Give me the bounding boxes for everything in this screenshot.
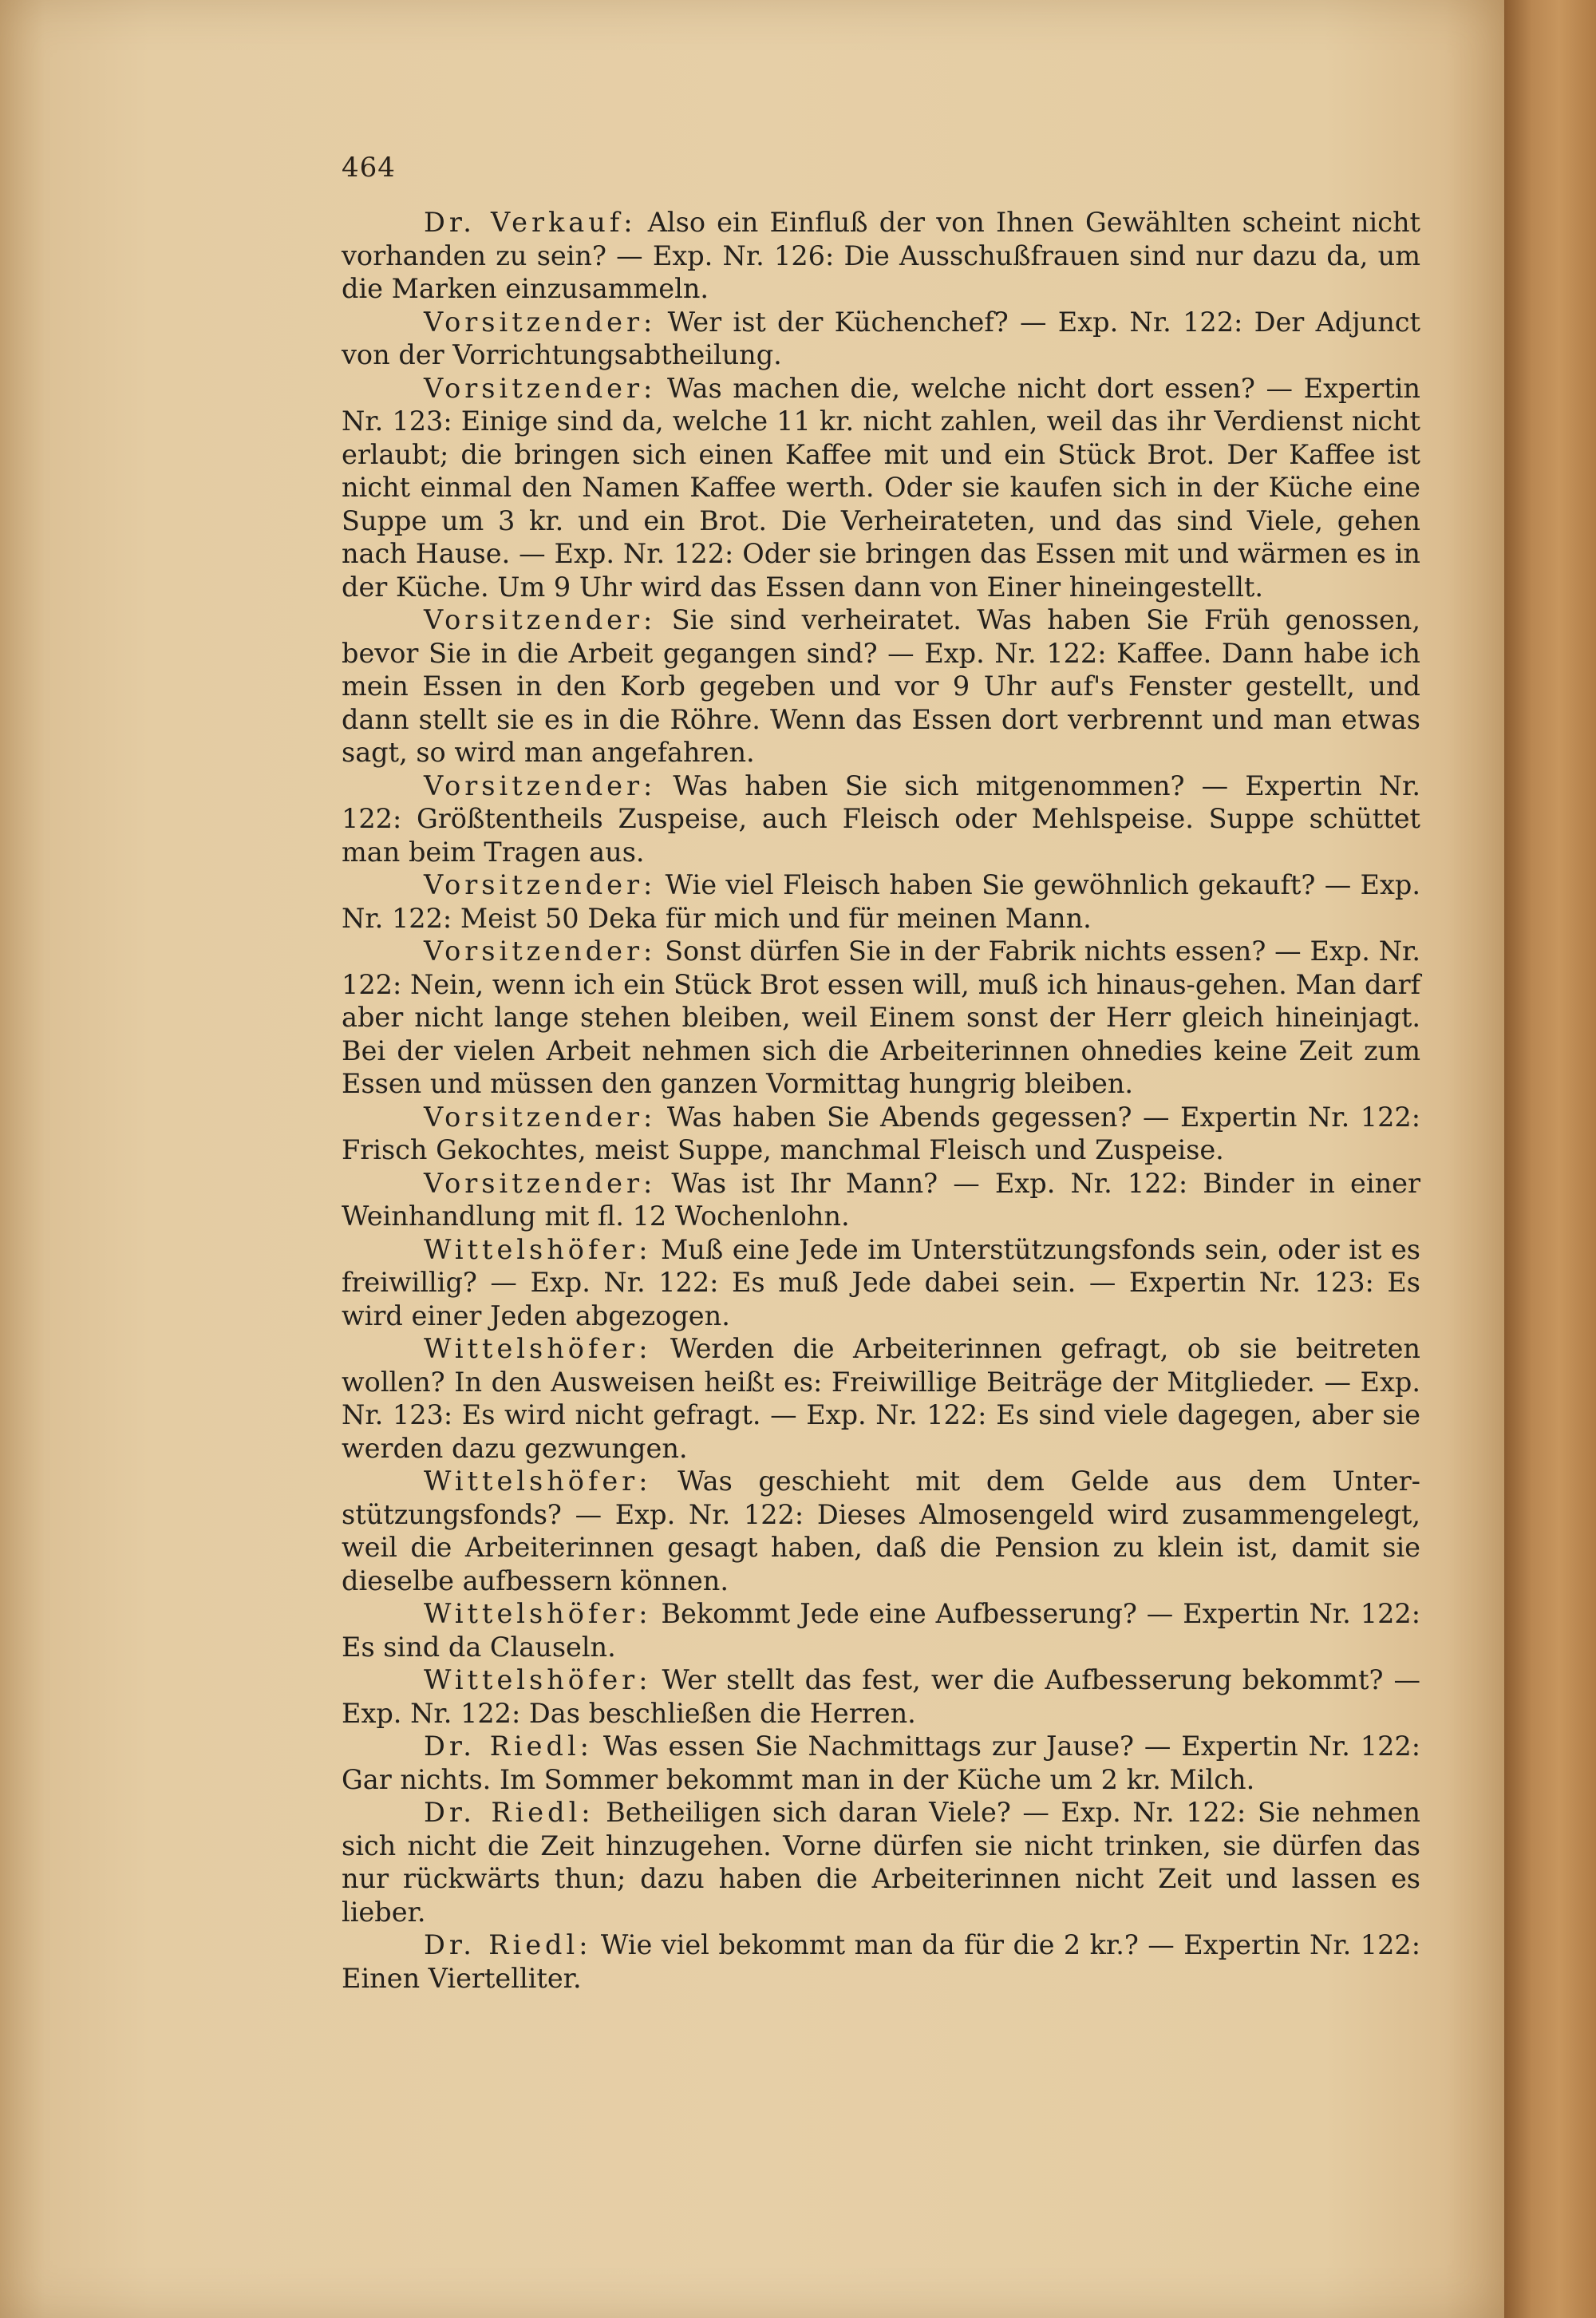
- paragraph: [342, 372, 1420, 604]
- page-number: 464: [342, 152, 396, 184]
- speaker-label: Vorsitzender:: [424, 869, 657, 900]
- speaker-label: Vorsitzender:: [424, 306, 657, 338]
- paragraph: [342, 935, 1420, 1101]
- paragraph-text: Sonst dürfen Sie in der Fabrik nichts essen? — Exp. Nr. 122: Nein, wenn ich ein Stück Brot essen will, muß ich hinaus-gehen. Man darf aber nicht lange stehen bleiben, weil Einem sonst der Herr gleich hineinjagt. Bei der vielen Arbeit nehmen sich die Arbeiterinnen ohnedies keine Zeit zum Essen und müssen den ganzen Vormittag hungrig bleiben.: [342, 936, 1420, 1099]
- speaker-label: Wittelshöfer:: [424, 1598, 652, 1629]
- speaker-label: Wittelshöfer:: [424, 1664, 652, 1695]
- paragraph-text: Wer stellt das fest, wer die Aufbesserung bekommt? — Exp. Nr. 122: Das beschließen die Herren.: [342, 1664, 1420, 1729]
- paragraph: [342, 1730, 1420, 1796]
- paragraph: [342, 1597, 1420, 1663]
- transcript-body: [342, 206, 1420, 1995]
- paragraph-text: Muß eine Jede im Unterstützungsfonds sein, oder ist es freiwillig? — Exp. Nr. 122: Es muß Jede dabei sein. — Expertin Nr. 123: Es wird einer Jeden abgezogen.: [342, 1233, 1420, 1331]
- speaker-label: Vorsitzender:: [424, 936, 657, 967]
- paragraph: [342, 1465, 1420, 1597]
- speaker-label: Dr. Riedl:: [424, 1929, 592, 1960]
- paragraph: [342, 769, 1420, 869]
- paragraph: [342, 206, 1420, 306]
- speaker-label: Dr. Verkauf:: [424, 207, 637, 238]
- speaker-label: Vorsitzender:: [424, 1101, 657, 1133]
- paragraph: [342, 1663, 1420, 1730]
- paragraph: [342, 1332, 1420, 1465]
- paragraph-text: Also ein Einfluß der von Ihnen Gewählten scheint nicht vorhanden zu sein? — Exp. Nr. 126: Die Ausschußfrauen sind nur dazu da, um die Marken einzusammeln.: [342, 207, 1420, 304]
- speaker-label: Dr. Riedl:: [424, 1797, 595, 1828]
- paragraph-text: Sie sind verheiratet. Was haben Sie Früh genossen, bevor Sie in die Arbeit gegangen sind? — Exp. Nr. 122: Kaffee. Dann habe ich mein Essen in den Korb gegeben und vor 9 Uhr auf's Fenster gestellt, und dann stellt sie es in die Röhre. Wenn das Essen dort verbrennt und man etwas sagt, so wird man angefahren.: [342, 604, 1420, 768]
- paragraph: [342, 1796, 1420, 1928]
- paragraph-text: Wie viel Fleisch haben Sie gewöhnlich gekauft? — Exp. Nr. 122: Meist 50 Deka für mich und für meinen Mann.: [342, 869, 1420, 934]
- speaker-label: Vorsitzender:: [424, 1167, 657, 1199]
- paragraph-text: Was geschieht mit dem Gelde aus dem Unter-stützungsfonds? — Exp. Nr. 122: Dieses Almosengeld wird zusammengelegt, weil die Arbeiterinnen gesagt haben, daß die Pension zu klein ist, damit sie dieselbe aufbessern können.: [342, 1466, 1420, 1596]
- paragraph-text: Was haben Sie sich mitgenommen? — Expertin Nr. 122: Größtentheils Zuspeise, auch Fleisch oder Mehlspeise. Suppe schüttet man beim Tragen aus.: [342, 769, 1420, 868]
- paragraph-text: Bekommt Jede eine Aufbesserung? — Expertin Nr. 122: Es sind da Clauseln.: [342, 1598, 1420, 1663]
- paragraph: [342, 1167, 1420, 1233]
- speaker-label: Dr. Riedl:: [424, 1731, 593, 1762]
- paragraph: [342, 603, 1420, 769]
- page-edge: [1504, 0, 1596, 2318]
- speaker-label: Wittelshöfer:: [424, 1233, 652, 1265]
- speaker-label: Wittelshöfer:: [424, 1333, 652, 1364]
- paragraph: [342, 1928, 1420, 1995]
- speaker-label: Vorsitzender:: [424, 769, 657, 801]
- paragraph-text: Was essen Sie Nachmittags zur Jause? — Expertin Nr. 122: Gar nichts. Im Sommer bekommt man in der Küche um 2 kr. Milch.: [342, 1731, 1420, 1795]
- paragraph-text: Was ist Ihr Mann? — Exp. Nr. 122: Binder in einer Weinhandlung mit fl. 12 Wochenlohn.: [342, 1167, 1420, 1232]
- paragraph-text: Wie viel bekommt man da für die 2 kr.? — Expertin Nr. 122: Einen Viertelliter.: [342, 1929, 1420, 1994]
- speaker-label: Wittelshöfer:: [424, 1466, 652, 1497]
- paragraph: [342, 1101, 1420, 1167]
- paragraph: [342, 868, 1420, 935]
- speaker-label: Vorsitzender:: [424, 372, 657, 404]
- paragraph-text: Was machen die, welche nicht dort essen? — Expertin Nr. 123: Einige sind da, welche 11 kr. nicht zahlen, weil das ihr Verdienst nicht erlaubt; die bringen sich einen Kaffee mit und ein Stück Brot. Der Kaffee ist nicht einmal den Namen Kaffee werth. Oder sie kaufen sich in der Küche eine Suppe um 3 kr. und ein Brot. Die Verheirateten, und das sind Viele, gehen nach Hause. — Exp. Nr. 122: Oder sie bringen das Essen mit und wärmen es in der Küche. Um 9 Uhr wird das Essen dann von Einer hineingestellt.: [342, 372, 1420, 603]
- paragraph-text: Werden die Arbeiterinnen gefragt, ob sie beitreten wollen? In den Ausweisen heißt es: Freiwillige Beiträge der Mitglieder. — Exp. Nr. 123: Es wird nicht gefragt. — Exp. Nr. 122: Es sind viele dagegen, aber sie werden dazu gezwungen.: [342, 1333, 1420, 1464]
- paragraph-text: Wer ist der Küchenchef? — Exp. Nr. 122: Der Adjunct von der Vorrichtungsabtheilung.: [342, 306, 1420, 370]
- paragraph: [342, 306, 1420, 372]
- paragraph: [342, 1233, 1420, 1333]
- paragraph-text: Was haben Sie Abends gegessen? — Expertin Nr. 122: Frisch Gekochtes, meist Suppe, manchmal Fleisch und Zuspeise.: [342, 1101, 1420, 1165]
- speaker-label: Vorsitzender:: [424, 604, 657, 635]
- paragraph-text: Betheiligen sich daran Viele? — Exp. Nr. 122: Sie nehmen sich nicht die Zeit hinzugehen. Vorne dürfen sie nicht trinken, sie dürfen das nur rückwärts thun; dazu haben die Arbeiterinnen nicht Zeit und lassen es lieber.: [342, 1797, 1420, 1928]
